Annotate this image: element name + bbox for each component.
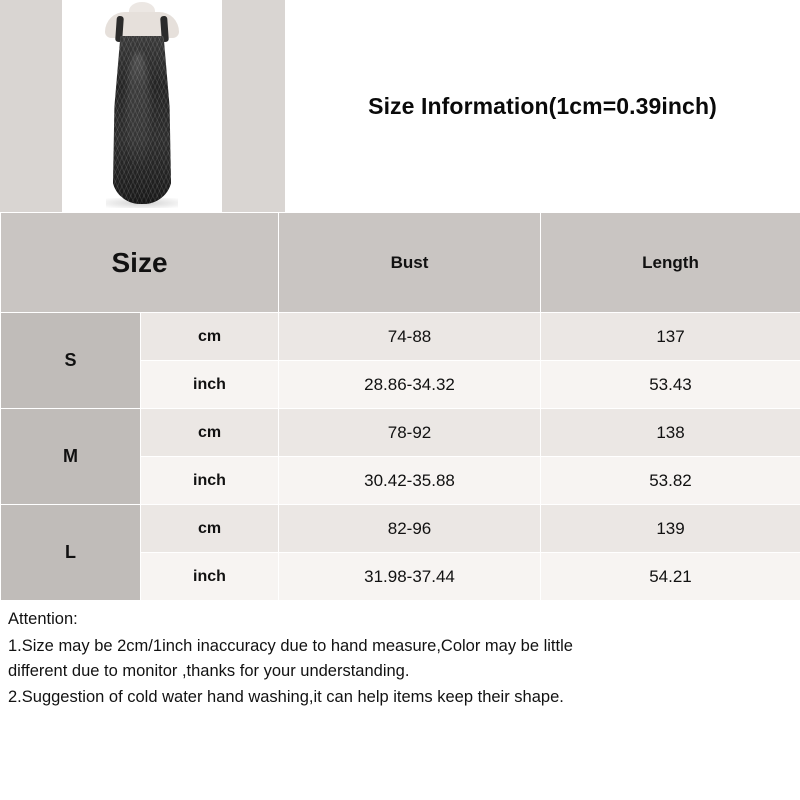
- dress-sheen-overlay: [126, 52, 150, 172]
- unit-cell-s-cm: cm: [141, 313, 279, 361]
- size-label-m: M: [1, 409, 141, 505]
- length-value-s-inch: 53.43: [541, 361, 800, 409]
- header-cell-bust: Bust: [279, 213, 541, 313]
- title-area: [285, 0, 800, 212]
- length-value-m-inch: 53.82: [541, 457, 800, 505]
- product-photo-inner: [62, 0, 222, 212]
- bust-value-s-cm: 74-88: [279, 313, 541, 361]
- size-label-s: S: [1, 313, 141, 409]
- attention-line-1: 1.Size may be 2cm/1inch inaccuracy due to hand measure,Color may be little: [8, 636, 573, 655]
- header-cell-size: Size: [1, 213, 279, 313]
- unit-cell-m-cm: cm: [141, 409, 279, 457]
- length-value-l-cm: 139: [541, 505, 800, 553]
- table-row: [1, 409, 800, 457]
- bust-value-m-cm: 78-92: [279, 409, 541, 457]
- bust-value-m-inch: 30.42-35.88: [279, 457, 541, 505]
- length-value-m-cm: 138: [541, 409, 800, 457]
- length-value-l-inch: 54.21: [541, 553, 800, 601]
- bust-value-s-inch: 28.86-34.32: [279, 361, 541, 409]
- page-title: Size Information(1cm=0.39inch): [368, 92, 717, 119]
- header-band: [0, 0, 800, 212]
- size-information-table: [0, 212, 800, 601]
- product-photo: [0, 0, 285, 212]
- table-header-row: [1, 213, 800, 313]
- bust-value-l-inch: 31.98-37.44: [279, 553, 541, 601]
- unit-cell-s-inch: inch: [141, 361, 279, 409]
- unit-cell-l-cm: cm: [141, 505, 279, 553]
- table-row: [1, 313, 800, 361]
- attention-note: [0, 601, 800, 710]
- length-value-s-cm: 137: [541, 313, 800, 361]
- attention-heading: Attention:: [8, 610, 78, 628]
- attention-line-2: different due to monitor ,thanks for your understanding.: [8, 662, 410, 681]
- dress-hem-shadow: [106, 198, 178, 208]
- unit-cell-m-inch: inch: [141, 457, 279, 505]
- header-cell-length: Length: [541, 213, 800, 313]
- size-label-l: L: [1, 505, 141, 601]
- attention-line-3: 2.Suggestion of cold water hand washing,it can help items keep their shape.: [8, 687, 564, 706]
- bust-value-l-cm: 82-96: [279, 505, 541, 553]
- unit-cell-l-inch: inch: [141, 553, 279, 601]
- table-row: [1, 505, 800, 553]
